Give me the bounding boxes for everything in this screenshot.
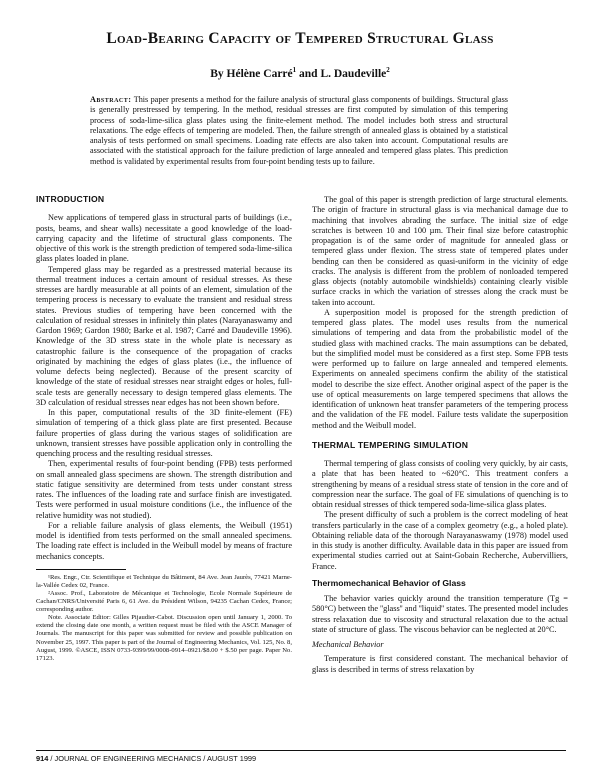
abstract bbox=[90, 95, 508, 167]
abstract-text: This paper presents a method for the failure analysis of structural glass components of buildings. Structural glass is generally prestressed by tempering. In the method, residual stresses are first computed by simulation of this tempering process of soda-lime-silica glass plates using the finite-element method. The model includes both stress and structural relaxations. The edge effects of tempering are modeled. Then, the failure strength of annealed glass is obtained by a statistical analysis of tests performed on small specimens. Loading rate effects are also taken into account. Computational results are associated with the statistical approach for the failure prediction of large annealed and tempered glass plates. This prediction method is validated by experimental results from four-point bending tests up to failure. bbox=[90, 95, 508, 166]
body-paragraph: The behavior varies quickly around the transition temperature (Tg = 580°C) between the ''glass'' and ''liquid'' states. The presented model includes stress relaxation due to viscosity and structural relaxation due to the actual state of structure of glass. The viscous behavior can be neglected at 20°C. bbox=[312, 594, 568, 634]
paper-title: Load-Bearing Capacity of Tempered Structural Glass bbox=[106, 30, 494, 47]
footnote: ¹Res. Engr., Ctr. Scientifique et Technique du Bâtiment, 84 Ave. Jean Jaurès, 77421 Marne-la-Vallée Cedex 02, France. bbox=[36, 573, 292, 589]
footnote: ²Assoc. Prof., Laboratoire de Mécanique et Technologie, Ecole Normale Supérieure de Cachan/CNRS/Université Paris 6, 61 Ave. du Président Wilson, 94235 Cachan Cedex, France; corresponding author. bbox=[36, 589, 292, 614]
intro-paragraph: For a reliable failure analysis of glass elements, the Weibull (1951) model is identified from tests performed on the small annealed specimens. The loading rate effect is included in the Weibull model by means of fracture mechanics concepts. bbox=[36, 520, 292, 561]
thermomechanical-behavior-heading: Thermomechanical Behavior of Glass bbox=[312, 577, 466, 588]
author-affiliation-2: 2 bbox=[386, 66, 390, 74]
page-number: 914 bbox=[36, 754, 49, 763]
intro-paragraph: In this paper, computational results of the 3D finite-element (FE) simulation of tempering of a thick glass plate are first presented. Because failure properties of glass during the various stages of solidification are unknown, transient stresses have possible application only in controlling the quenching process and the resulting residual stresses. bbox=[36, 408, 292, 458]
introduction-heading: INTRODUCTION bbox=[36, 194, 105, 204]
author-line bbox=[0, 66, 600, 80]
footnote-divider bbox=[36, 569, 126, 570]
body-paragraph: The present difficulty of such a problem is the correct modeling of heat transfers particularly in the case of a complex geometry (e.g., a holed plate). Obtaining reliable data of the thorough Narayanaswamy (1978) model used in this study is another difficulty. Available data in this paper are issued from experimental studies carried out at Saint-Gobain Recherche, Aubervilliers, France. bbox=[312, 510, 568, 571]
page-footer bbox=[36, 750, 566, 763]
author-affiliation-1: 1 bbox=[292, 66, 297, 74]
journal-running-title: / JOURNAL OF ENGINEERING MECHANICS / AUGUST 1999 bbox=[50, 754, 257, 763]
footnote: Note. Associate Editor: Gilles Pijaudier-Cabot. Discussion open until January 1, 2000. To extend the closing date one month, a written request must be filed with the ASCE Manager of Journals. The manuscript for this paper was submitted for review and possible publication on November 25, 1997. This paper is part of the Journal of Engineering Mechanics, Vol. 125, No. 8, August, 1999. ©ASCE, ISSN 0733-9399/99/0008-0914–0921/$8.00 + $.50 per page. Paper No. 17123. bbox=[36, 614, 292, 662]
intro-paragraph: Then, experimental results of four-point bending (FPB) tests performed on small annealed glass specimens are shown. The strength distribution and static fatigue sensitivity are determined from tests under constant stress rates. The influences of the loading rate and surface finish are investigated. Tests were performed in usual moisture conditions (i.e., the influence of the relative humidity was not studied). bbox=[36, 459, 292, 520]
abstract-label: Abstract: bbox=[90, 95, 132, 104]
by-label: By bbox=[210, 67, 224, 80]
intro-paragraph: New applications of tempered glass in structural parts of buildings (i.e., posts, beams, and shear walls) necessitate a good knowledge of the load-carrying capacity and the lifetime of structural glass components. The objective of this work is the strength prediction of tempered soda-lime-silica glass plates loaded in plane. bbox=[36, 213, 292, 264]
body-paragraph: Temperature is first considered constant. The mechanical behavior of glass is described in terms of stress relaxation by bbox=[312, 654, 568, 674]
and-label: and bbox=[299, 67, 318, 80]
body-paragraph: The goal of this paper is strength prediction of large structural elements. The origin of fracture in structural glass is via mechanical damage due to machining that involves abrading the surface. The initial size of edge scratches is between 10 and 100 µm. Their final size before catastrophic propagation is of the same order of magnitude for annealed glass or tempered glass under flexion. The stress state of tempered plates under bending can then be considered as quasi-uniform in the vicinity of edge cracks. The analysis is different from the problem of nonloaded tempered glass objects (notably automobile windshields) containing clearly visible surface cracks in which the variation of stresses along the crack must be taken into account. bbox=[312, 195, 568, 307]
left-column bbox=[36, 190, 292, 663]
mechanical-behavior-heading: Mechanical Behavior bbox=[312, 640, 384, 649]
author-name-2: L. Daudeville bbox=[320, 67, 387, 80]
tempering-simulation-heading: THERMAL TEMPERING SIMULATION bbox=[312, 439, 469, 450]
body-paragraph: A superposition model is proposed for the strength prediction of tempered glass plates. The model uses results from the numerical simulations of tempering and data from the probabilistic model of the studied glass with machined cracks. The main assumptions can be debated, but the simplified model must be considered as a first step. Some FPB tests were performed up to failure on large annealed and tempered elements. Experiments on annealed specimens confirm the ability of the statistical model to describe the size effect. Another original aspect of the paper is the use of optical measurements on large tempered specimens that allows the identification of unknown heat transfer parameters of the tempering process and the validation of the FE model. Failure tests validate the superposition method and the Weibull model. bbox=[312, 307, 568, 430]
body-paragraph: Thermal tempering of glass consists of cooling very quickly, by air casts, a plate that has been heated to ~620°C. This treatment confers a strengthening by means of a residual stress state of tension in the core and of compression near the surface. The goal of FE simulations of quenching is to obtain residual stresses of thick tempered soda-lime-silica glass plates. bbox=[312, 459, 568, 509]
intro-paragraph: Tempered glass may be regarded as a prestressed material because its thermal treatment induces a certain amount of residual stresses. As these stresses are hardly measurable at all points of an element, simulation of the tempering process is necessary to evaluate the transient and residual stress states. Previous studies of tempering have been concerned with the calculation of residual stresses in infinitely thin plates (Narayanaswamy and Gardon 1969; Gardon 1980; Barke et al. 1987; Carré and Daudeville 1996). Knowledge of the 3D stress state in the whole plate is necessary as catastrophic failure is the consequence of the propagation of cracks originated by machining the edges of glass plates (i.e., the influence of volume defects being neglected). Because of the present scarcity of knowledge of the state of residual stresses near straight edges or holes, full-scale tests are generally necessary to design tempered glass elements. The 3D calculation of residual stresses near edges has not been shown before. bbox=[36, 264, 292, 407]
author-name-1: Hélène Carré bbox=[226, 67, 293, 80]
right-column bbox=[312, 195, 568, 675]
